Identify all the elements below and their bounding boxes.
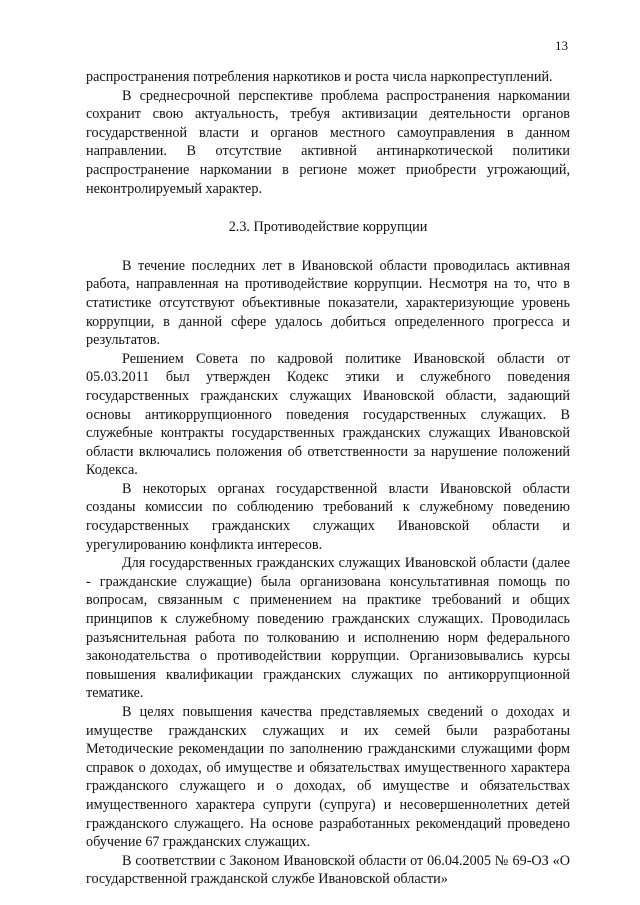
paragraph: В соответствии с Законом Ивановской области от 06.04.2005 № 69-ОЗ «О государственной гражданской службе Ивановской области» [86, 852, 570, 888]
page-number: 13 [555, 38, 568, 53]
paragraph: распространения потребления наркотиков и роста числа наркопреступлений. [86, 69, 553, 85]
paragraph: В течение последних лет в Ивановской области проводилась активная работа, направленная на противодействие коррупции. Несмотря на то, что в статистике отсутствуют объективные показатели, характеризующие уровень коррупции, в данной сфере удалось добиться определенного прогресса и результатов. [86, 257, 570, 349]
paragraph: В целях повышения качества представляемых сведений о доходах и имуществе гражданских служащих и их семей были разработаны Методические рекомендации по заполнению гражданскими служащими форм справок о доходах, об имуществе и обязательствах имущественного характера гражданского служащего и о доходах, об имуществе и обязательствах имущественного характера супруги (супруга) и несовершеннолетних детей гражданского служащего. На основе разработанных рекомендаций проведено обучение 67 гражданских служащих. [86, 704, 570, 851]
paragraph: В некоторых органах государственной власти Ивановской области созданы комиссии по соблюдению требований к служебному поведению государственных гражданских служащих Ивановской области и урегулированию конфликта интересов. [86, 480, 570, 553]
document-body [86, 68, 570, 889]
section-heading: 2.3. Противодействие коррупции [228, 219, 428, 236]
paragraph: В среднесрочной перспективе проблема распространения наркомании сохранит свою актуальность, требуя активизации деятельности органов государственной власти и органов местного самоуправления в данном направлении. В отсутствие активной антинаркотической политики распространение наркомании в регионе может приобрести угрожающий, неконтролируемый характер. [86, 87, 570, 197]
paragraph: Решением Совета по кадровой политике Ивановской области от 05.03.2011 был утвержден Кодекс этики и служебного поведения государственных гражданских служащих Ивановской области, задающий основы антикоррупционного поведения государственных служащих. В служебные контракты государственных гражданских служащих Ивановской области включались положения об ответственности за нарушение положений Кодекса. [86, 350, 570, 479]
paragraph: Для государственных гражданских служащих Ивановской области (далее - гражданские служащие) была организована консультативная помощь по вопросам, связанным с применением на практике требований и общих принципов к служебному поведению гражданских служащих. Проводилась разъяснительная работа по толкованию и исполнению норм федерального законодательства о противодействии коррупции. Организовывались курсы повышения квалификации гражданских служащих по антикоррупционной тематике. [86, 555, 570, 702]
